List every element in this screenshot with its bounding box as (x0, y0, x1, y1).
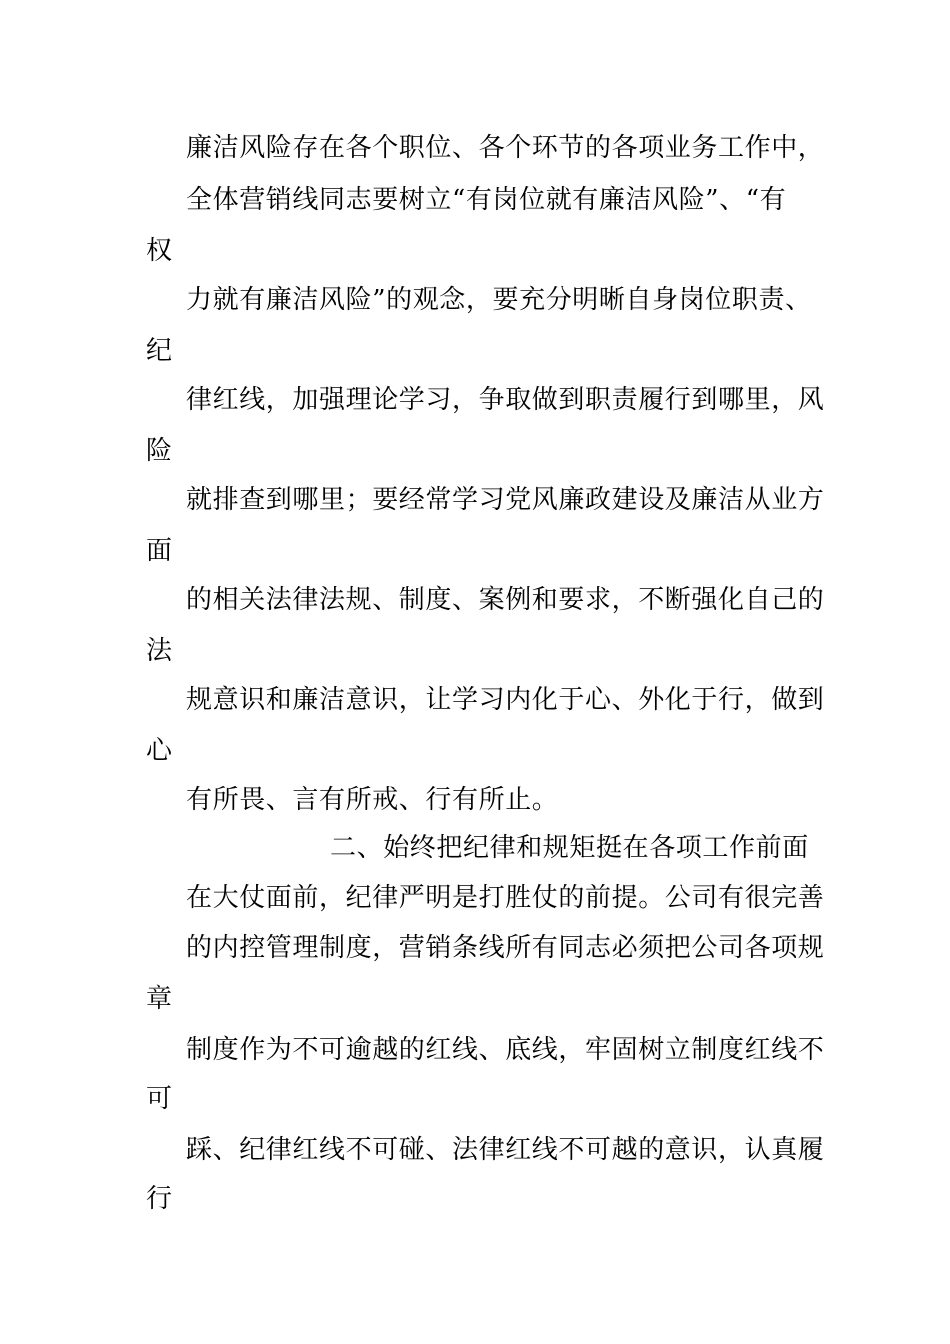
paragraph-line: 有所畏、言有所戒、行有所止。 (186, 785, 559, 815)
paragraph-line: 在大仗面前，纪律严明是打胜仗的前提。公司有很完善 (186, 883, 825, 913)
paragraph-line: 制度作为不可逾越的红线、底线，牢固树立制度红线不 (186, 1035, 825, 1065)
paragraph-line: 全体营销线同志要树立“有岗位就有廉洁风险”、“有 (186, 185, 787, 215)
paragraph-line: 行 (146, 1184, 173, 1214)
section-heading: 二、始终把纪律和规矩挺在各项工作前面 (330, 833, 809, 863)
paragraph-line: 章 (146, 984, 173, 1014)
paragraph-line: 纪 (146, 336, 173, 366)
paragraph-line: 规意识和廉洁意识，让学习内化于心、外化于行，做到 (186, 685, 825, 715)
paragraph-line: 踩、纪律红线不可碰、法律红线不可越的意识，认真履 (186, 1135, 825, 1165)
paragraph-line: 的内控管理制度，营销条线所有同志必须把公司各项规 (186, 933, 825, 963)
paragraph-line: 面 (146, 536, 173, 566)
paragraph-line: 权 (146, 236, 173, 266)
paragraph-line: 心 (146, 736, 173, 766)
paragraph-line: 就排查到哪里；要经常学习党风廉政建设及廉洁从业方 (186, 485, 825, 515)
paragraph-line: 力就有廉洁风险”的观念，要充分明晰自身岗位职责、 (186, 285, 812, 315)
paragraph-line: 的相关法律法规、制度、案例和要求，不断强化自己的 (186, 585, 825, 615)
paragraph-line: 法 (146, 636, 173, 666)
paragraph-line: 廉洁风险存在各个职位、各个环节的各项业务工作中， (186, 133, 825, 163)
paragraph-line: 险 (146, 436, 173, 466)
paragraph-line: 可 (146, 1084, 173, 1114)
paragraph-line: 律红线，加强理论学习，争取做到职责履行到哪里，风 (186, 385, 825, 415)
